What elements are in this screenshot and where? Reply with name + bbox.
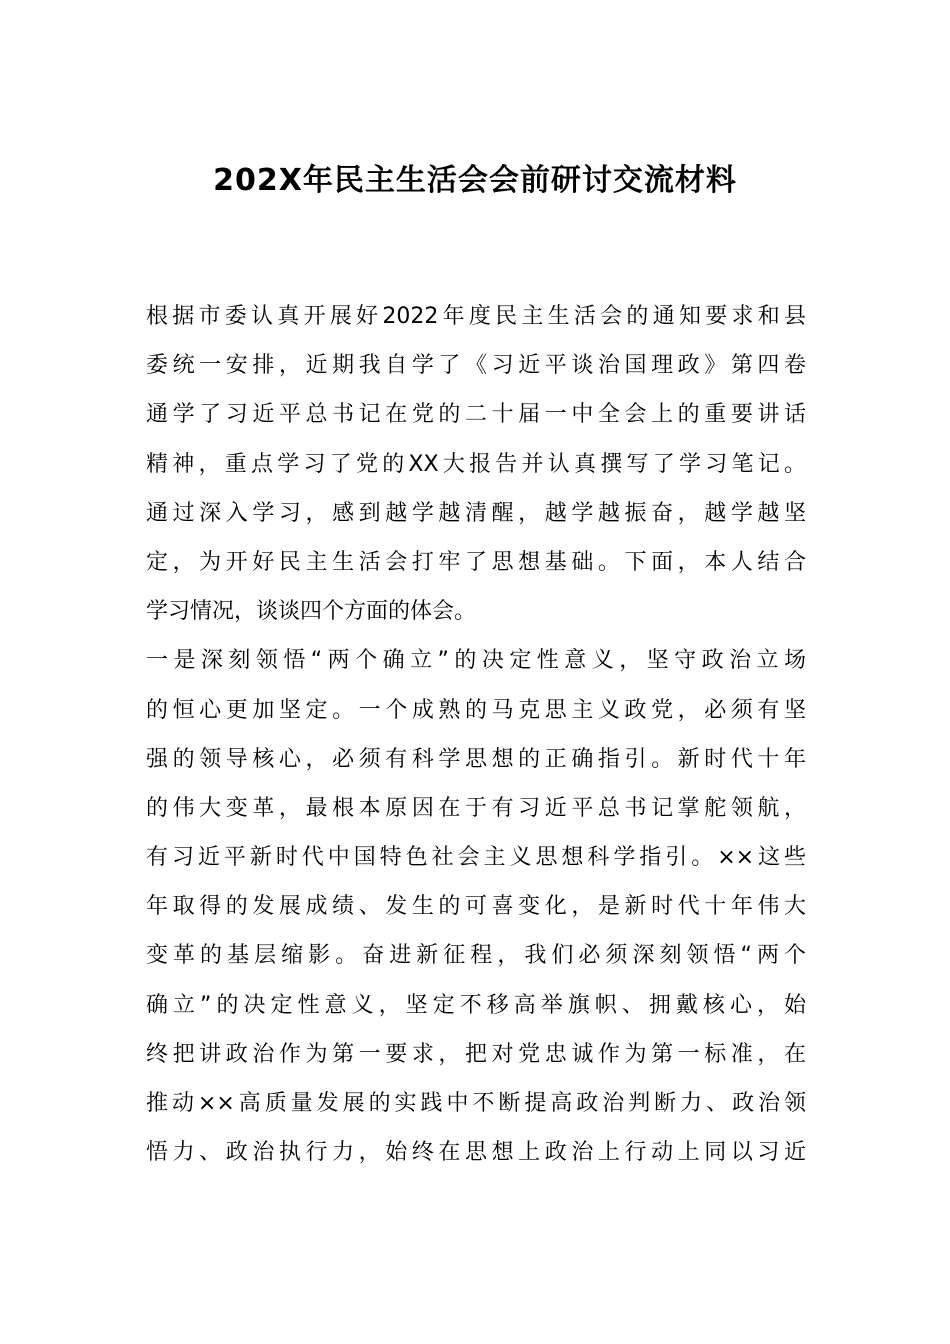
paragraph-1 xyxy=(146,292,806,636)
document-body xyxy=(146,292,806,1177)
paragraph-line: 终把讲政治作为第一要求，把对党忠诚作为第一标准，在 xyxy=(146,1041,806,1067)
paragraph-line: 精神，重点学习了党的XX大报告并认真撰写了学习笔记。 xyxy=(146,451,806,477)
document-title: 202X年民主生活会会前研讨交流材料 xyxy=(213,163,737,198)
paragraph-line: 根据市委认真开展好2022年度民主生活会的通知要求和县 xyxy=(146,304,806,329)
paragraph-line: 确立”的决定性意义，坚定不移高举旗帜、拥戴核心，始 xyxy=(146,992,806,1018)
paragraph-line: 的恒心更加坚定。一个成熟的马克思主义政党，必须有坚 xyxy=(146,697,806,723)
paragraph-line: 强的领导核心，必须有科学思想的正确指引。新时代十年 xyxy=(146,746,806,772)
paragraph-line: 的伟大变革，最根本原因在于有习近平总书记掌舵领航， xyxy=(146,795,806,821)
paragraph-line: 年取得的发展成绩、发生的可喜变化，是新时代十年伟大 xyxy=(146,894,806,920)
paragraph-2 xyxy=(146,636,806,1177)
paragraph-line: 定，为开好民主生活会打牢了思想基础。下面，本人结合 xyxy=(146,549,806,575)
paragraph-line: 有习近平新时代中国特色社会主义思想科学指引。××这些 xyxy=(146,845,806,871)
paragraph-line: 委统一安排，近期我自学了《习近平谈治国理政》第四卷 xyxy=(146,353,806,379)
paragraph-line: 学习情况，谈谈四个方面的体会。 xyxy=(146,599,477,625)
paragraph-line: 变革的基层缩影。奋进新征程，我们必须深刻领悟“两个 xyxy=(146,943,806,969)
paragraph-line: 悟力、政治执行力，始终在思想上政治上行动上同以习近 xyxy=(146,1140,806,1166)
paragraph-line: 一是深刻领悟“两个确立”的决定性意义，坚守政治立场 xyxy=(146,648,806,674)
paragraph-line: 推动××高质量发展的实践中不断提高政治判断力、政治领 xyxy=(146,1091,806,1116)
paragraph-line: 通学了习近平总书记在党的二十届一中全会上的重要讲话 xyxy=(146,402,806,428)
paragraph-line: 通过深入学习，感到越学越清醒，越学越振奋，越学越坚 xyxy=(146,500,806,526)
